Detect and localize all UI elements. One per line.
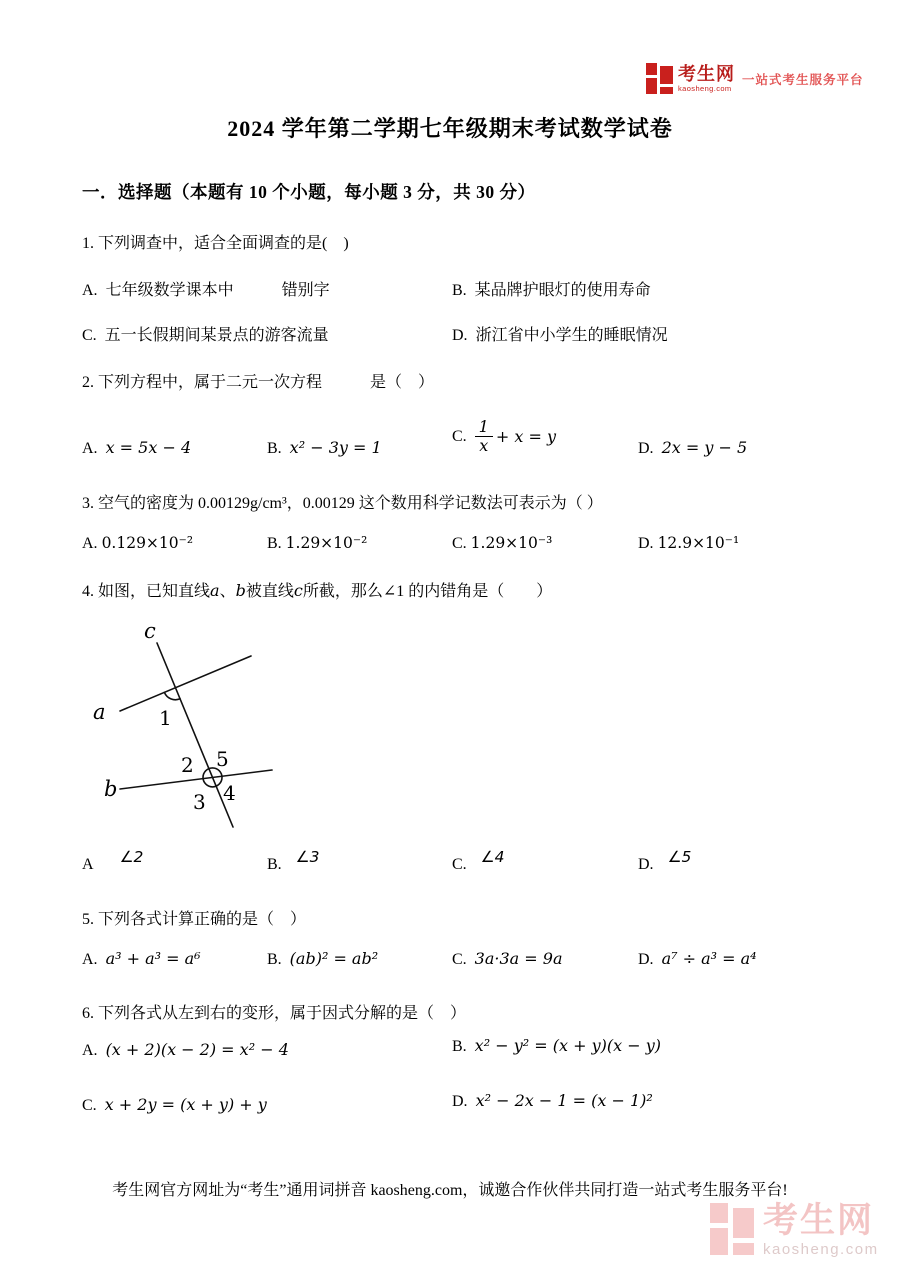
option-label: A. [82,951,98,968]
option-label: C. [452,427,467,445]
q3-option-a [82,534,193,553]
brand-domain: kaosheng.com [678,83,732,93]
q2-option-a [82,438,191,458]
option-label: B. [452,282,467,299]
option-text: x + 2y = (x + y) + y [104,1095,267,1114]
page-title: 2024 学年第二学期七年级期末考试数学试卷 [227,116,673,141]
option-text: x² − y² = (x + y)(x − y) [474,1036,661,1055]
geometry-figure [90,618,285,833]
question-3-stem: 3. 空气的密度为 0.00129g/cm³，0.00129 这个数用科学记数法可表示为（ ） [82,495,603,512]
stem-text: 被直线 [245,583,294,600]
q3-option-d [638,534,739,553]
kaosheng-logo-icon [646,63,673,94]
watermark-logo-icon [710,1203,754,1255]
footer-text: 考生网官方网址为“考生”通用词拼音 kaosheng.com，诚邀合作伙伴共同打造一站式考生服务平台! [112,1182,788,1199]
q5-option-a [82,949,201,969]
q2-option-b [267,438,382,458]
q1-option-b [452,277,651,300]
question-6-stem: 6. 下列各式从左到右的变形，属于因式分解的是（ ） [82,1005,467,1022]
var-b: b [235,581,246,600]
option-text: a³ + a³ = a⁶ [105,949,201,968]
line-a [120,656,251,711]
label-angle-3: 3 [193,790,206,814]
option-label: B. [267,440,282,457]
stem-text: 4. 如图，已知直线 [82,583,211,600]
label-angle-1: 1 [159,706,172,730]
option-label: D. [638,535,654,552]
option-label: C. [452,856,467,873]
option-label: A. [82,1042,98,1059]
watermark-name: 考生网 [763,1201,875,1240]
option-label: D. [638,951,654,968]
question-4-stem [82,578,552,601]
option-text: 五一长假期间某景点的游客流量 [104,327,329,344]
question-5-stem: 5. 下列各式计算正确的是（ ） [82,911,307,928]
option-label: A. [82,282,98,299]
brand-logo [646,63,864,94]
q6-option-a [82,1040,289,1060]
option-label: C. [452,951,467,968]
q6-option-b [452,1036,661,1056]
watermark-domain: kaosheng.com [763,1241,879,1258]
option-text: 某品牌护眼灯的使用寿命 [474,282,651,299]
q4-option-a [82,848,144,874]
line-b [120,770,272,789]
option-text: (x + 2)(x − 2) = x² − 4 [105,1040,289,1059]
section-heading: 一．选择题（本题有 10 个小题，每小题 3 分，共 30 分） [82,182,536,202]
option-text: ∠4 [480,848,505,866]
option-text: ∠5 [667,848,692,866]
option-label: A [82,856,94,873]
option-text: ∠2 [119,848,144,866]
option-label: D. [452,1093,468,1110]
fraction-denominator: x [479,436,489,456]
option-label: B. [267,856,282,873]
option-label: D. [638,440,654,457]
option-text: 2x = y − 5 [661,438,748,457]
label-angle-2: 2 [181,753,194,777]
option-text: x = 5x − 4 [105,438,192,457]
option-label: C. [82,1097,97,1114]
q2-option-c [452,418,556,456]
watermark-text [763,1203,879,1258]
q2-option-d [638,438,747,458]
label-line-c: c [144,619,156,643]
label-angle-4: 4 [223,781,236,805]
q4-option-c [452,848,505,874]
option-text: a⁷ ÷ a³ = a⁴ [661,949,757,968]
label-line-b: b [104,777,118,801]
q6-option-d [452,1091,653,1111]
option-label: A. [82,440,98,457]
option-text: 七年级数学课本中 错别字 [105,282,330,299]
brand-name: 考生网 [678,63,735,84]
option-text: 12.9×10⁻¹ [657,534,740,552]
option-text: (ab)² = ab² [289,949,379,968]
q5-option-c [452,949,563,969]
option-text: 浙江省中小学生的睡眠情况 [475,327,668,344]
q1-option-d [452,322,668,345]
var-c: c [293,581,303,600]
option-text: + x = y [495,427,556,447]
fraction-numerator: 1 [475,418,493,437]
q4-option-b [267,848,320,874]
label-angle-5: 5 [216,747,229,771]
question-2-stem: 2. 下列方程中，属于二元一次方程 是（ ） [82,374,435,391]
watermark [710,1203,879,1258]
stem-text: 所截，那么∠1 的内错角是（ ） [302,583,553,600]
var-a: a [210,581,220,600]
q5-option-d [638,949,757,969]
option-label: D. [638,856,654,873]
q4-option-d [638,848,692,874]
option-label: B. [267,951,282,968]
option-text: 1.29×10⁻² [285,534,368,552]
option-text: x² − 3y = 1 [289,438,382,457]
option-text: ∠3 [295,848,320,866]
label-line-a: a [93,700,106,724]
option-label: C. [452,535,467,552]
brand-tagline: 一站式考生服务平台 [742,72,864,87]
q1-option-a [82,277,330,300]
option-label: A. [82,535,98,552]
option-label: D. [452,327,468,344]
option-label: B. [267,535,282,552]
q3-option-c [452,534,552,553]
brand-text [678,65,735,93]
q6-option-c [82,1095,267,1115]
question-1-stem: 1. 下列调查中，适合全面调查的是( ) [82,235,349,252]
q1-option-c [82,322,329,345]
option-text: 0.129×10⁻² [101,534,194,552]
q3-option-b [267,534,367,553]
q5-option-b [267,949,378,969]
option-text: x² − 2x − 1 = (x − 1)² [475,1091,653,1110]
stem-text: 、 [219,583,236,600]
fraction [475,418,493,456]
option-label: C. [82,327,97,344]
option-label: B. [452,1038,467,1055]
option-text: 3a·3a = 9a [474,949,563,968]
option-text: 1.29×10⁻³ [470,534,553,552]
